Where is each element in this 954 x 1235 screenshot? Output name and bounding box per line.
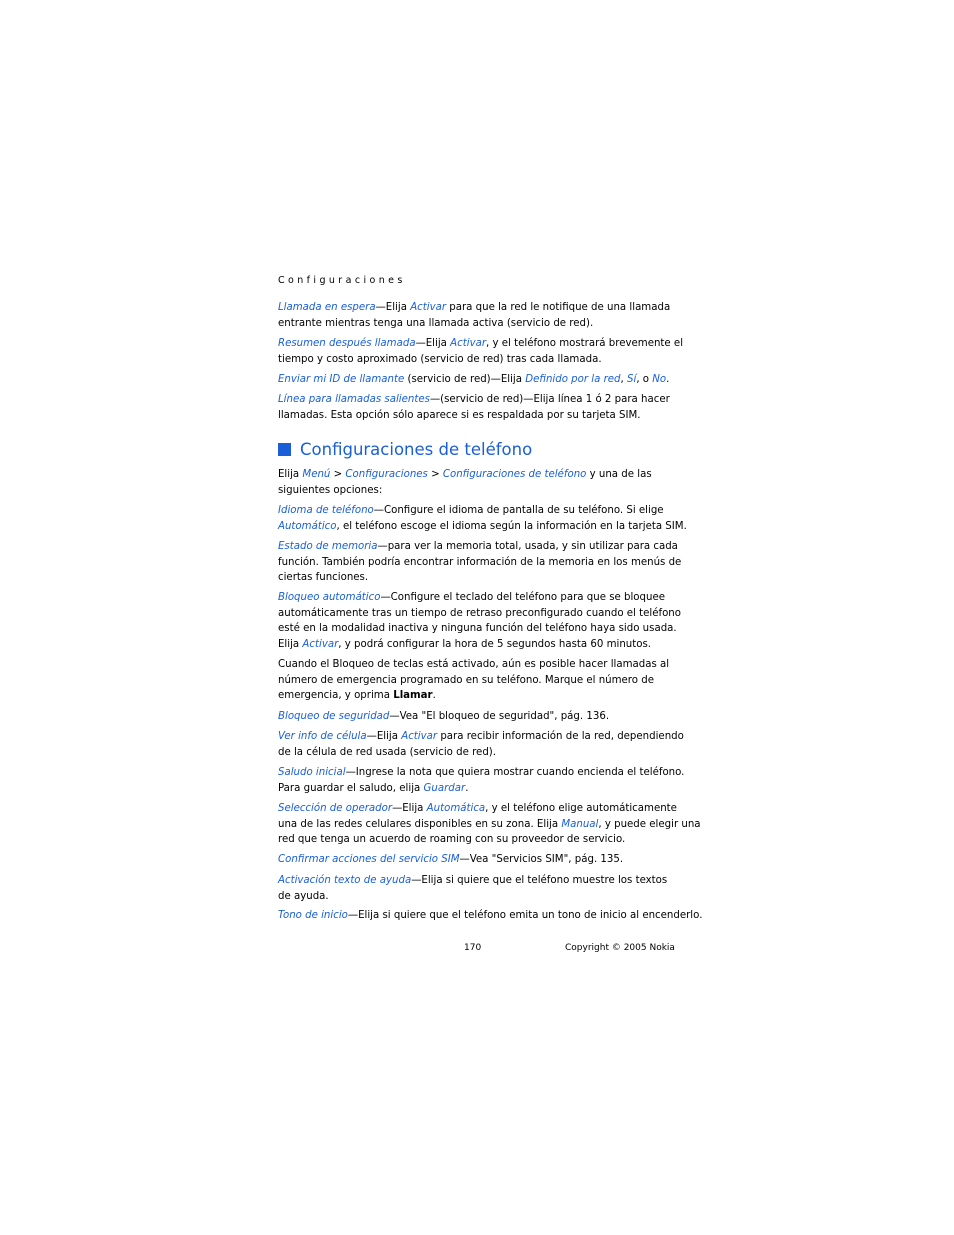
- text-segment: —para ver la memoria total, usada, y sin utilizar para cada: [377, 541, 678, 552]
- menu-option-link[interactable]: Activación texto de ayuda: [278, 875, 412, 886]
- text-line: [278, 673, 670, 689]
- text-line: [278, 483, 670, 499]
- text-line: [278, 519, 687, 535]
- running-head: Configuraciones: [278, 275, 406, 286]
- text-segment: —Elija: [375, 302, 411, 313]
- text-line: [278, 908, 703, 924]
- text-segment: siguientes opciones:: [278, 484, 383, 496]
- text-segment: de la célula de red usada (servicio de red).: [278, 746, 497, 758]
- text-segment: una de las redes celulares disponibles en su zona. Elija: [278, 818, 562, 830]
- text-segment: número de emergencia programado en su teléfono. Marque el número de: [278, 674, 654, 686]
- paragraph: [278, 539, 682, 586]
- text-segment: >: [427, 469, 443, 480]
- text-segment: —Elija si quiere que el teléfono muestre los textos: [411, 875, 668, 886]
- text-segment: función. También podría encontrar información de la memoria en los menús de: [278, 556, 682, 568]
- text-line: [278, 606, 681, 622]
- menu-option-link[interactable]: Automático: [278, 520, 337, 532]
- text-line: [278, 539, 678, 555]
- text-line: [278, 781, 670, 797]
- text-segment: llamadas. Esta opción sólo aparece si es respaldada por su tarjeta SIM.: [278, 409, 641, 421]
- menu-option-link[interactable]: Configuraciones de teléfono: [442, 469, 587, 480]
- text-segment: para recibir información de la red, dependiendo: [437, 731, 684, 742]
- text-segment: , el teléfono escoge el idioma según la información en la tarjeta SIM.: [336, 520, 687, 532]
- menu-option-link[interactable]: Activar: [410, 302, 447, 313]
- page-number: 170: [464, 943, 482, 953]
- text-line: [278, 688, 670, 704]
- section-square-icon: [278, 443, 291, 456]
- paragraph: [278, 709, 670, 725]
- section-title: Configuraciones de teléfono: [300, 440, 533, 459]
- menu-option-link[interactable]: Automática: [426, 803, 486, 814]
- text-segment: .: [666, 374, 670, 385]
- copyright: Copyright © 2005 Nokia: [565, 943, 675, 953]
- text-segment: Elija: [278, 639, 303, 651]
- text-segment: —Configure el teclado del teléfono para que se bloquee: [380, 592, 666, 603]
- paragraph: [278, 801, 701, 848]
- menu-option-link[interactable]: Resumen después llamada: [278, 338, 416, 349]
- text-line: [278, 316, 670, 332]
- text-segment: .: [465, 782, 469, 794]
- paragraph: [278, 765, 685, 796]
- text-segment: ciertas funciones.: [278, 572, 369, 584]
- text-line: [278, 745, 670, 761]
- menu-option-link[interactable]: Sí: [627, 374, 637, 385]
- text-segment: —Vea "El bloqueo de seguridad", pág. 136.: [389, 711, 610, 722]
- text-line: [278, 873, 670, 889]
- text-segment: —(servicio de red)—Elija línea 1 ó 2 para hacer: [429, 394, 670, 405]
- menu-option-link[interactable]: Línea para llamadas salientes: [278, 394, 430, 405]
- text-segment: emergencia, y oprima: [278, 690, 394, 702]
- text-line: [278, 657, 670, 673]
- text-line: [278, 555, 682, 571]
- text-segment: automáticamente tras un tiempo de retraso preconfigurado cuando el teléfono: [278, 607, 681, 619]
- paragraph: [278, 908, 703, 924]
- menu-option-link[interactable]: Definido por la red: [525, 374, 621, 385]
- text-line: [278, 590, 670, 606]
- text-line: [278, 637, 670, 653]
- text-line: [278, 408, 670, 424]
- text-segment: —Elija: [415, 338, 451, 349]
- menu-option-link[interactable]: Bloqueo de seguridad: [278, 711, 390, 722]
- paragraph: [278, 729, 684, 760]
- menu-option-link[interactable]: Saludo inicial: [278, 767, 346, 778]
- text-line: [278, 570, 670, 586]
- text-line: [278, 709, 670, 725]
- menu-option-link[interactable]: Activar: [401, 731, 438, 742]
- paragraph: [278, 657, 670, 704]
- text-segment: Elija: [278, 469, 303, 480]
- paragraph: [278, 372, 670, 388]
- menu-option-link[interactable]: Selección de operador: [278, 803, 393, 814]
- text-segment: ,: [620, 374, 628, 385]
- text-line: [278, 621, 677, 637]
- text-line: [278, 352, 670, 368]
- menu-option-link[interactable]: Enviar mi ID de llamante: [278, 374, 405, 385]
- menu-option-link[interactable]: Configuraciones: [345, 469, 428, 480]
- text-segment: , y el teléfono mostrará brevemente el: [486, 338, 684, 349]
- text-segment: .: [432, 690, 436, 702]
- text-line: [278, 300, 670, 316]
- menu-option-link[interactable]: Bloqueo automático: [278, 592, 381, 603]
- menu-option-link[interactable]: Tono de inicio: [278, 910, 348, 921]
- text-segment: —Elija: [366, 731, 402, 742]
- text-line: [278, 817, 701, 833]
- text-segment: —Elija: [392, 803, 427, 814]
- text-line: [278, 832, 670, 848]
- text-line: [278, 852, 670, 868]
- text-segment: —Configure el idioma de pantalla de su teléfono. Si elige: [373, 505, 664, 516]
- text-line: [278, 765, 685, 781]
- text-segment: de ayuda.: [278, 890, 329, 902]
- menu-option-link[interactable]: Estado de memoria: [278, 541, 378, 552]
- text-segment: para que la red le notifique de una llamada: [446, 302, 671, 313]
- menu-option-link[interactable]: Activar: [302, 639, 339, 651]
- text-segment: tiempo y costo aproximado (servicio de red) tras cada llamada.: [278, 353, 602, 365]
- paragraph: [278, 300, 670, 331]
- menu-option-link[interactable]: Menú: [302, 469, 331, 480]
- text-segment: —Ingrese la nota que quiera mostrar cuando encienda el teléfono.: [345, 767, 685, 778]
- menu-option-link[interactable]: Guardar: [423, 782, 466, 794]
- menu-option-link[interactable]: Ver info de célula: [278, 731, 367, 742]
- text-segment: esté en la modalidad inactiva y ninguna función del teléfono haya sido usada.: [278, 623, 677, 635]
- paragraph: [278, 590, 681, 653]
- text-line: [278, 801, 677, 817]
- text-segment: entrante mientras tenga una llamada activa (servicio de red).: [278, 317, 594, 329]
- text-line: [278, 503, 670, 519]
- text-segment: Para guardar el saludo, elija: [278, 782, 424, 794]
- paragraph: [278, 503, 687, 534]
- menu-option-link[interactable]: Manual: [561, 818, 599, 830]
- text-line: [278, 889, 670, 905]
- text-line: [278, 729, 684, 745]
- text-segment: (servicio de red)—Elija: [404, 374, 526, 385]
- text-segment: y una de las: [586, 469, 652, 480]
- menu-option-link[interactable]: No: [652, 374, 667, 385]
- paragraph: [278, 467, 670, 498]
- menu-option-link[interactable]: Idioma de teléfono: [278, 505, 374, 516]
- text-segment: Cuando el Bloqueo de teclas está activado, aún es posible hacer llamadas al: [278, 659, 670, 670]
- text-line: [278, 467, 670, 483]
- text-line: [278, 336, 684, 352]
- text-segment: —Vea "Servicios SIM", pág. 135.: [459, 854, 624, 865]
- paragraph: [278, 852, 670, 868]
- text-line: [278, 392, 670, 408]
- text-segment: , y el teléfono elige automáticamente: [485, 803, 677, 814]
- text-line: [278, 372, 670, 388]
- menu-option-link[interactable]: Llamada en espera: [278, 302, 376, 313]
- text-segment: red que tenga un acuerdo de roaming con su proveedor de servicio.: [278, 834, 626, 846]
- softkey-label: Llamar: [393, 690, 433, 702]
- paragraph: [278, 392, 670, 423]
- text-segment: , y puede elegir una: [598, 818, 701, 830]
- paragraph: [278, 873, 670, 904]
- text-segment: >: [330, 469, 346, 480]
- paragraph: [278, 336, 684, 367]
- menu-option-link[interactable]: Activar: [450, 338, 487, 349]
- menu-option-link[interactable]: Confirmar acciones del servicio SIM: [278, 854, 460, 865]
- text-segment: —Elija si quiere que el teléfono emita un tono de inicio al encenderlo.: [347, 910, 703, 921]
- text-segment: , o: [636, 374, 653, 385]
- text-segment: , y podrá configurar la hora de 5 segundos hasta 60 minutos.: [338, 639, 652, 651]
